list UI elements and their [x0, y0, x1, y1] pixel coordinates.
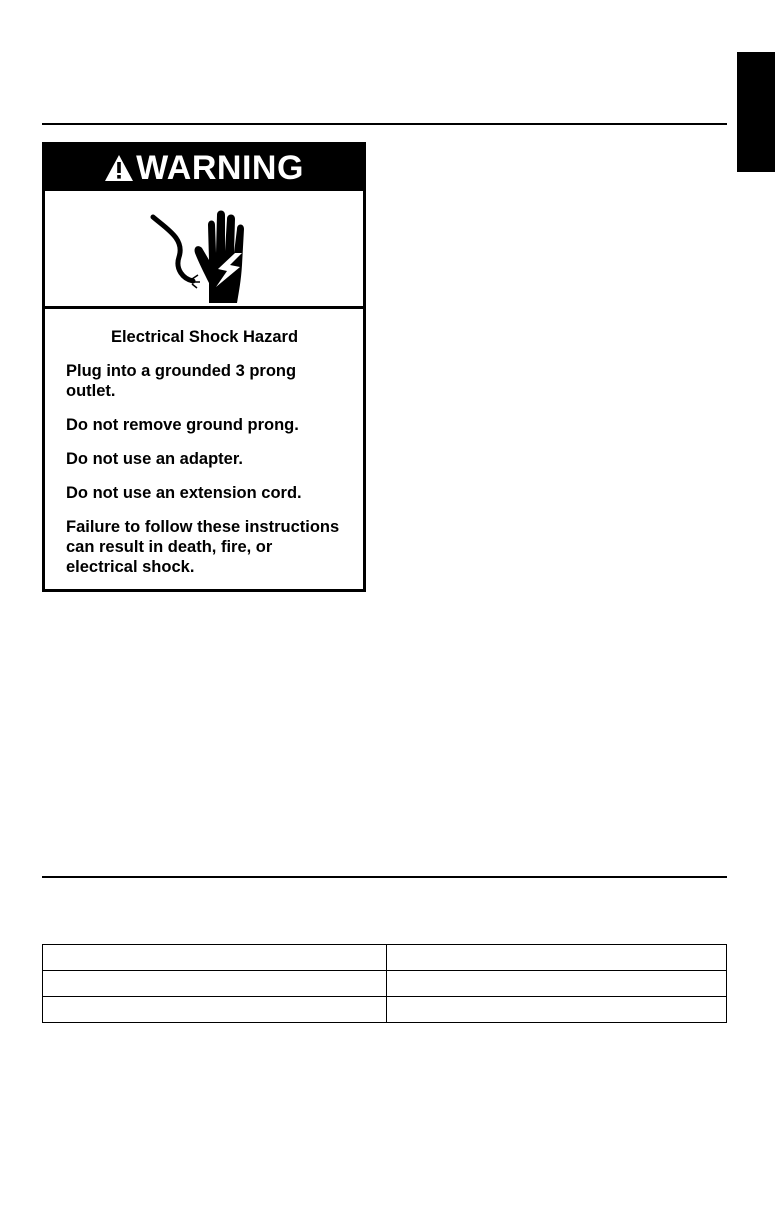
table-cell	[387, 945, 727, 971]
warning-label	[42, 142, 366, 592]
section-divider-bottom	[42, 876, 727, 878]
table-cell	[43, 997, 387, 1023]
warning-instruction: Do not use an extension cord.	[66, 483, 302, 502]
table-cell	[387, 971, 727, 997]
table-row	[43, 945, 727, 971]
table-cell	[387, 997, 727, 1023]
exclamation-triangle-icon	[104, 153, 134, 183]
warning-instruction: Plug into a grounded 3 prong outlet.	[66, 361, 297, 400]
warning-consequence: Failure to follow these instructions can result in death, fire, or electrical shock.	[66, 517, 340, 576]
table-row	[43, 997, 727, 1023]
table-row	[43, 971, 727, 997]
language-side-tab	[737, 52, 775, 172]
section-divider-top	[42, 123, 727, 125]
table-cell	[43, 945, 387, 971]
warning-header	[45, 145, 363, 191]
warning-text	[45, 309, 363, 577]
warning-instruction: Do not use an adapter.	[66, 449, 243, 468]
table-cell	[43, 971, 387, 997]
warning-signal-word: WARNING	[136, 149, 304, 187]
hazard-title: Electrical Shock Hazard	[110, 328, 299, 346]
spec-table	[42, 944, 727, 1023]
pictogram-area	[45, 191, 363, 309]
warning-instruction: Do not remove ground prong.	[66, 415, 299, 434]
electrical-shock-hand-icon	[145, 195, 275, 303]
